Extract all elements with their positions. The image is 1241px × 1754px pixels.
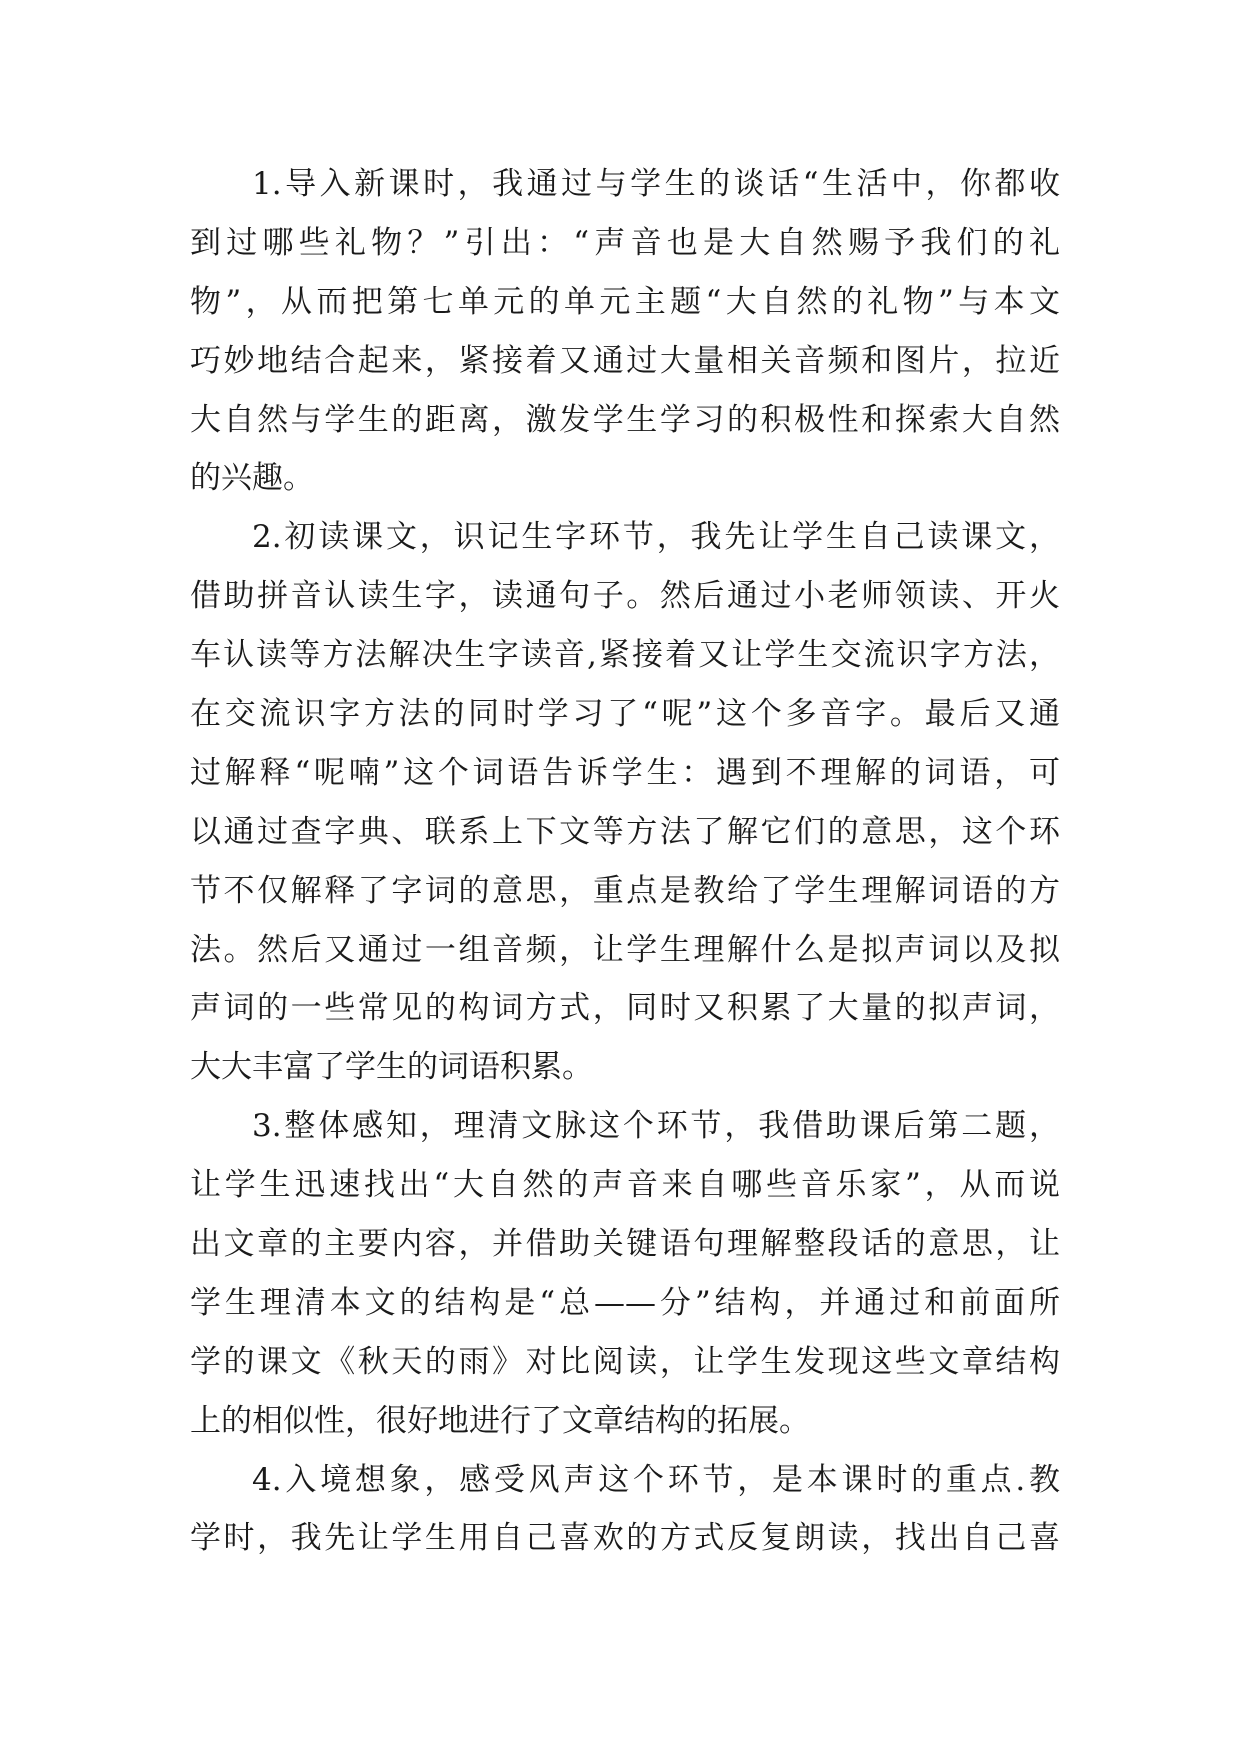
paragraph-3-line-3: 出文章的主要内容，并借助关键语句理解整段话的意思，让 [190,1226,1060,1263]
paragraph-1-line-1: 1.导入新课时，我通过与学生的谈话“生活中，你都收 [252,166,1060,202]
paragraph-2-line-2: 借助拼音认读生字，读通句子。然后通过小老师领读、开火 [190,578,1060,615]
paragraph-2-line-4: 在交流识字方法的同时学习了“呢”这个多音字。最后又通 [190,696,1060,733]
paragraph-1-line-4: 巧妙地结合起来，紧接着又通过大量相关音频和图片，拉近 [190,342,1060,379]
paragraph-3-line-4: 学生理清本文的结构是“总——分”结构，并通过和前面所 [190,1284,1060,1321]
paragraph-4-line-2: 学时，我先让学生用自己喜欢的方式反复朗读，找出自己喜 [190,1520,1060,1557]
paragraph-3-line-6: 上的相似性，很好地进行了文章结构的拓展。 [190,1402,810,1439]
paragraph-2-line-8: 法。然后又通过一组音频，让学生理解什么是拟声词以及拟 [190,931,1060,968]
paragraph-3-line-1: 3.整体感知，理清文脉这个环节，我借助课后第二题， [252,1108,1060,1145]
paragraph-3-line-5: 学的课文《秋天的雨》对比阅读，让学生发现这些文章结构 [190,1343,1060,1380]
paragraph-2-line-9: 声词的一些常见的构词方式，同时又积累了大量的拟声词， [190,990,1060,1027]
document-body [190,155,1060,1568]
paragraph-1-line-3: 物”，从而把第七单元的单元主题“大自然的礼物”与本文 [190,283,1060,320]
paragraph-3-line-2: 让学生迅速找出“大自然的声音来自哪些音乐家”，从而说 [190,1167,1060,1204]
paragraph-2-line-1: 2.初读课文，识记生字环节，我先让学生自己读课文， [252,519,1060,556]
paragraph-1-line-5: 大自然与学生的距离，激发学生学习的积极性和探索大自然 [190,401,1060,438]
paragraph-4-line-1: 4.入境想象，感受风声这个环节，是本课时的重点.教 [252,1461,1060,1498]
paragraph-2-line-5: 过解释“呢喃”这个词语告诉学生：遇到不理解的词语，可 [190,754,1060,791]
paragraph-1-line-6: 的兴趣。 [190,460,314,497]
paragraph-2-line-3: 车认读等方法解决生字读音,紧接着又让学生交流识字方法， [190,637,1060,674]
paragraph-2-line-6: 以通过查字典、联系上下文等方法了解它们的意思，这个环 [190,813,1060,850]
paragraph-2-line-7: 节不仅解释了字词的意思，重点是教给了学生理解词语的方 [190,872,1060,909]
paragraph-1-line-2: 到过哪些礼物？”引出：“声音也是大自然赐予我们的礼 [190,224,1060,261]
paragraph-2-line-10: 大大丰富了学生的词语积累。 [190,1049,593,1086]
